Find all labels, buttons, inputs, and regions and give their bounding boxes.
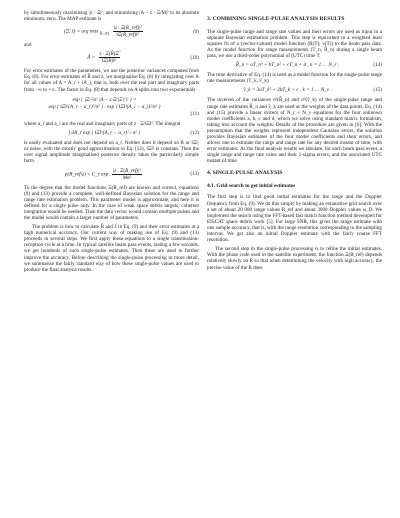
equation-fraction <box>113 25 143 38</box>
denominator: ‖Ξ(R_ref)‖² <box>116 32 140 39</box>
subsection-heading: 4.1. Grid search to get initial estimates <box>207 183 296 190</box>
paragraph: The second step in the single-pulse processing is to refine the initial estimates. With the phase code used in the satellite experiment, the function Ξ(R_ref) depends relatively slowly on R so that when determining the velocity with high accuracy, the precise value of the R does <box>207 246 382 271</box>
section-heading: 4. SINGLE-PULSE ANALYSIS <box>207 170 283 177</box>
equation-text: ∫ dA_r exp { ‖Ξ‖²(A_r − a_r)² / σ² } <box>68 130 141 137</box>
numerator: z · Ξ(R̂)Ξ̂ <box>99 51 119 58</box>
equation-number: (15) <box>373 87 382 94</box>
equation-number: (11) <box>190 110 199 117</box>
paragraph: The single-pulse range and range rate values and their errors are used as input in a separate Bayesian estimation problem. This step is equivalent to a weighted least squares fit of a (vector-valued) model function (R(T), v(T)) to the beam pass data. As the model function for range measurements (T_n, R̂_n) during a single beam pass, we use a third-order polynomial of (UTC) time T, <box>207 28 382 59</box>
paragraph: The inverses of the variances σ²(R̂_n) and σ²(v̂_k) of the single-pulse range and range rate estimates R̂_n and v̂_k are used as the weights of the data points. Eq. (14) and (15) provide a linear system of N_r + N_v equations for the four unknown model coefficients a, b, c and d, which we solve using standard matrix formalism, taking into account the weights. Details of the procedure are given in [6]. With the presumption that the weights represent independent Gaussian errors, the solution provides Bayesian estimates of the four model coefficients and their errors, and allows one to estimate the range and range rate for any desired instant of time, with error estimates. As the final analysis results we tabulate, for each beam pass event, a single range and range rate value and their 1-sigma errors, and the associated UTC instant of time. <box>207 97 382 165</box>
numerator: |z · Ξ(R_ref)|² <box>113 25 142 32</box>
equation-text: p(R_ref|z) = C_r exp <box>64 171 109 178</box>
paragraph: is easily evaluated and does not depend on a_r. Neither does it depend on R or ‖Ξ‖, or noise, with the mostly good approximation in Eq. (12), ‖Ξ‖² is constant. Then the over signal amplitude marginalised posterior density takes the particularly simple form <box>24 140 199 165</box>
equation-fraction <box>112 168 142 181</box>
equation-10 <box>24 51 199 64</box>
equation-text: v̂_k = 3aT_k² + 2bT_k + c , k = 1 … N_v . <box>243 87 332 94</box>
equation-number: (9) <box>192 28 199 35</box>
paragraph: by simultaneously maximising |z · Ξ|², and minimising |A − z · Ξ/M|² to its absolute minimum, zero. The MAP estimate is <box>24 10 199 23</box>
paragraph: For error estimates of the parameters, we use the posterior variances computed from Eq. (8). For error estimates of R̂ and ẑ, we marginalise Eq. (8) by integrating over A for all values of A = A_r + iA_i; that is, both over the real part and imaginary parts from −∞ to +∞. The factor in Eq. (8) that depends on A splits into two exponentials <box>24 68 199 93</box>
equation-text: exp { ‖Ξ‖²(A_r − a_r)²/σ² } · exp { ‖Ξ‖²(A_i − a_i)²/σ² } <box>48 103 161 110</box>
equation-13 <box>24 168 199 181</box>
equation-text: exp { |Ξ|²/σ² |A − z·Ξ/|Ξ|²|² } = <box>72 96 137 103</box>
equation-fraction <box>99 51 120 64</box>
equation-number: (13) <box>190 170 199 177</box>
denominator: ‖Ξ(R̂)‖² <box>101 58 117 65</box>
equation-text: (Ξ̂, ẑ) = arg max <box>64 28 99 35</box>
equation-subscript: R_ref <box>99 30 110 36</box>
equation-text: R̂_n = aT_n³ + bT_n² + cT_n + d , n = 1 … N_r . <box>235 62 340 69</box>
equation-14 <box>207 62 382 68</box>
equation-9 <box>24 25 199 38</box>
equation-15 <box>207 87 382 93</box>
equation-11 <box>24 97 199 117</box>
equation-12 <box>24 130 199 136</box>
equation-number: (14) <box>373 62 382 69</box>
numerator: |z · Ξ(R_ref)|² <box>112 167 142 174</box>
equation-text: Â = <box>87 54 96 61</box>
paragraph: To the degree that the model functions Ξ(R_ref) are known and correct, equations (9) and (13) provide a complete, well-defined Bayesian solution for the range and range rate estimation problem. This parameter model is approximate, and here it is defined for a single pulse only. In the case of weak space debris targets, coherent integration would be needed. Then the data vector would contain multiple pulses and the model would contain a larger number of parameters. <box>24 184 199 221</box>
section-heading: 3. COMBINING SINGLE-PULSE ANALYSIS RESULTS <box>207 16 345 22</box>
right-column <box>207 10 382 274</box>
equation-number: (12) <box>190 130 199 137</box>
paragraph: and <box>24 42 32 49</box>
paragraph: The first step is to find good initial estimates for the range and the Doppler frequency from Eq. (9). We do this simply by making an exhaustive grid search over a set of about 20 000 range values R_ref and about 3000 Doppler values ω_D. We implement the search using the FFT-based fast match function method developed for EISCAT space debris work [5]. For large SNR, this gives the range estimate with one sample accuracy, that is, with the range resolution corresponding to the sampling interval. We get also an initial Doppler estimate with the fairly coarse FFT resolution. <box>207 194 382 244</box>
paragraph: The time derivative of Eq. (14) is used as a model function for the single-pulse range rate measurements (T_k, v̂_k) <box>207 72 382 85</box>
left-column <box>24 10 199 276</box>
equation-number: (10) <box>190 54 199 61</box>
paragraph: where a_r and a_i are the real and imaginary parts of z · Ξ/‖Ξ‖². The integral <box>24 120 181 127</box>
paragraph: The problem is how to calculate R̂ and ẑ in Eq. (9) and their error estimates at a high numerical accuracy. Our current way of making use of Eq. (9) and (13) proceeds in several steps. We first apply these equations to a single transmission-reception cycle at a time. In typical satellite beam pass events, lasting a few seconds, we get hundreds of such single-pulse estimates. Then these are used to further improve the accuracy. Before describing the single-pulse processing in more detail, we summarise the fairly standard way of how these single-pulse values are used to produce the final analysis results. <box>24 224 199 273</box>
denominator: Mσ² <box>122 174 132 181</box>
